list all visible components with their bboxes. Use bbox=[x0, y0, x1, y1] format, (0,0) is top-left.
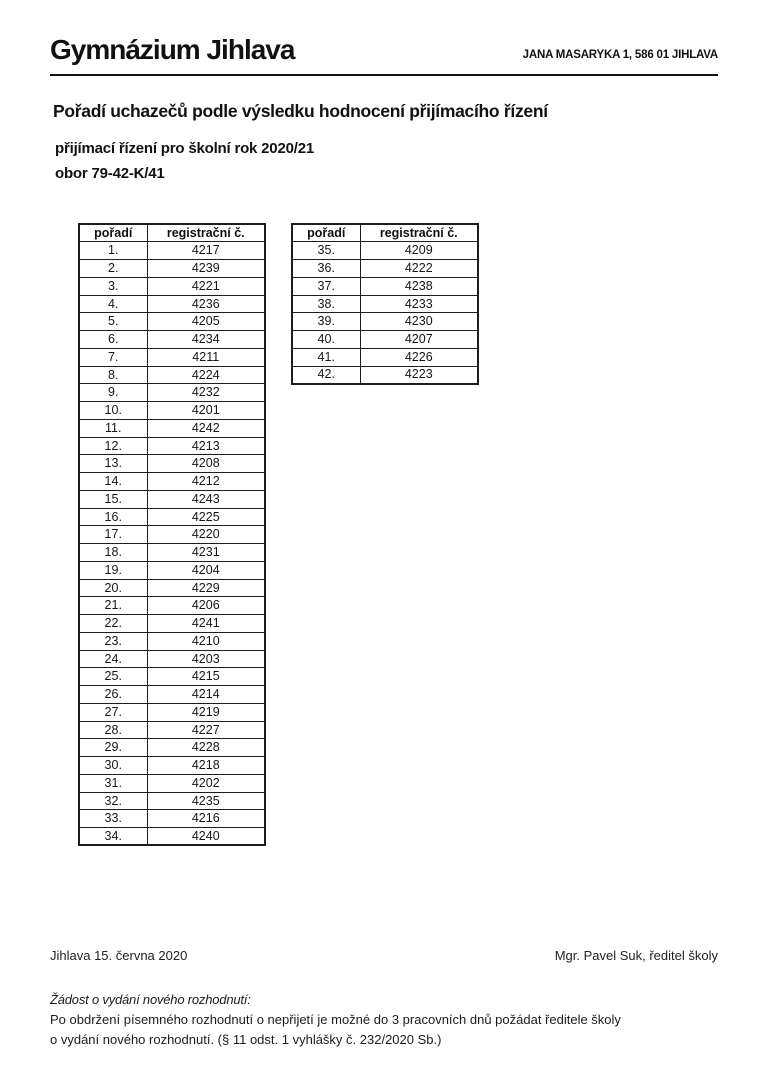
table-cell: 4224 bbox=[147, 366, 265, 384]
table-row bbox=[79, 828, 265, 846]
table-cell: 4243 bbox=[147, 490, 265, 508]
table-cell: 4229 bbox=[147, 579, 265, 597]
table-row bbox=[79, 544, 265, 562]
legal-note bbox=[50, 990, 718, 1050]
table-cell: 29. bbox=[79, 739, 147, 757]
table-cell: 4235 bbox=[147, 792, 265, 810]
table-cell: 36. bbox=[292, 260, 360, 278]
table-row bbox=[79, 348, 265, 366]
table-cell: 24. bbox=[79, 650, 147, 668]
table-cell: 4232 bbox=[147, 384, 265, 402]
subtitle-school-year: přijímací řízení pro školní rok 2020/21 bbox=[55, 140, 314, 157]
table-row bbox=[79, 242, 265, 260]
table-row bbox=[79, 615, 265, 633]
table-cell: 4201 bbox=[147, 402, 265, 420]
table-cell: 31. bbox=[79, 774, 147, 792]
table-row bbox=[292, 366, 478, 384]
table-cell: 4211 bbox=[147, 348, 265, 366]
table-row bbox=[79, 668, 265, 686]
column-header-registration: registrační č. bbox=[147, 224, 265, 242]
column-header-registration: registrační č. bbox=[360, 224, 478, 242]
table-cell: 22. bbox=[79, 615, 147, 633]
table-header bbox=[79, 224, 265, 242]
table-cell: 4241 bbox=[147, 615, 265, 633]
table-cell: 4. bbox=[79, 295, 147, 313]
table-cell: 4216 bbox=[147, 810, 265, 828]
table-cell: 4207 bbox=[360, 331, 478, 349]
table-cell: 7. bbox=[79, 348, 147, 366]
table-cell: 4230 bbox=[360, 313, 478, 331]
results-table-right bbox=[291, 223, 479, 385]
table-cell: 4233 bbox=[360, 295, 478, 313]
school-address: JANA MASARYKA 1, 586 01 JIHLAVA bbox=[522, 49, 718, 61]
table-row bbox=[79, 561, 265, 579]
table-row bbox=[79, 277, 265, 295]
table-row bbox=[79, 686, 265, 704]
table-cell: 38. bbox=[292, 295, 360, 313]
table-row bbox=[79, 295, 265, 313]
subtitle-field-code: obor 79-42-K/41 bbox=[55, 165, 165, 182]
table-cell: 34. bbox=[79, 828, 147, 846]
table-cell: 4206 bbox=[147, 597, 265, 615]
table-row bbox=[79, 792, 265, 810]
table-cell: 4234 bbox=[147, 331, 265, 349]
table-row bbox=[79, 419, 265, 437]
table-row bbox=[79, 632, 265, 650]
table-cell: 4240 bbox=[147, 828, 265, 846]
table-cell: 4219 bbox=[147, 703, 265, 721]
table-row bbox=[79, 455, 265, 473]
table-cell: 20. bbox=[79, 579, 147, 597]
table-cell: 4242 bbox=[147, 419, 265, 437]
table-cell: 10. bbox=[79, 402, 147, 420]
table-cell: 4210 bbox=[147, 632, 265, 650]
results-tables bbox=[78, 223, 718, 846]
table-row bbox=[79, 313, 265, 331]
table-row bbox=[79, 597, 265, 615]
table-row bbox=[79, 810, 265, 828]
document-title: Pořadí uchazečů podle výsledku hodnocení přijímacího řízení bbox=[53, 101, 548, 121]
table-body bbox=[292, 242, 478, 384]
table-body bbox=[79, 242, 265, 846]
table-row bbox=[79, 526, 265, 544]
table-cell: 32. bbox=[79, 792, 147, 810]
table-row bbox=[79, 473, 265, 491]
table-cell: 4221 bbox=[147, 277, 265, 295]
table-cell: 4202 bbox=[147, 774, 265, 792]
page-header bbox=[50, 36, 718, 76]
table-row bbox=[79, 331, 265, 349]
table-cell: 28. bbox=[79, 721, 147, 739]
table-cell: 21. bbox=[79, 597, 147, 615]
table-cell: 11. bbox=[79, 419, 147, 437]
table-cell: 40. bbox=[292, 331, 360, 349]
table-cell: 4218 bbox=[147, 757, 265, 775]
table-cell: 25. bbox=[79, 668, 147, 686]
table-cell: 23. bbox=[79, 632, 147, 650]
table-cell: 35. bbox=[292, 242, 360, 260]
table-cell: 8. bbox=[79, 366, 147, 384]
table-cell: 4213 bbox=[147, 437, 265, 455]
table-cell: 6. bbox=[79, 331, 147, 349]
table-cell: 15. bbox=[79, 490, 147, 508]
table-row bbox=[79, 703, 265, 721]
table-cell: 4217 bbox=[147, 242, 265, 260]
table-cell: 13. bbox=[79, 455, 147, 473]
table-cell: 16. bbox=[79, 508, 147, 526]
table-cell: 5. bbox=[79, 313, 147, 331]
table-row bbox=[292, 260, 478, 278]
table-cell: 4208 bbox=[147, 455, 265, 473]
table-row bbox=[79, 508, 265, 526]
table-row bbox=[79, 579, 265, 597]
table-cell: 12. bbox=[79, 437, 147, 455]
table-cell: 18. bbox=[79, 544, 147, 562]
table-cell: 4238 bbox=[360, 277, 478, 295]
table-header bbox=[292, 224, 478, 242]
column-header-rank: pořadí bbox=[79, 224, 147, 242]
table-cell: 37. bbox=[292, 277, 360, 295]
table-header-row bbox=[292, 224, 478, 242]
table-row bbox=[79, 366, 265, 384]
table-row bbox=[79, 402, 265, 420]
table-row bbox=[79, 490, 265, 508]
results-table-left bbox=[78, 223, 266, 846]
table-cell: 4236 bbox=[147, 295, 265, 313]
signature-row bbox=[50, 948, 718, 963]
table-cell: 33. bbox=[79, 810, 147, 828]
table-cell: 26. bbox=[79, 686, 147, 704]
table-cell: 19. bbox=[79, 561, 147, 579]
table-cell: 17. bbox=[79, 526, 147, 544]
document-subtitle bbox=[55, 136, 718, 186]
table-row bbox=[79, 721, 265, 739]
table-cell: 4205 bbox=[147, 313, 265, 331]
table-cell: 4223 bbox=[360, 366, 478, 384]
table-row bbox=[79, 260, 265, 278]
table-cell: 4212 bbox=[147, 473, 265, 491]
director-signature: Mgr. Pavel Suk, ředitel školy bbox=[554, 948, 718, 963]
table-cell: 30. bbox=[79, 757, 147, 775]
table-cell: 39. bbox=[292, 313, 360, 331]
table-cell: 4220 bbox=[147, 526, 265, 544]
school-name: Gymnázium Jihlava bbox=[50, 34, 295, 65]
table-cell: 2. bbox=[79, 260, 147, 278]
table-row bbox=[79, 437, 265, 455]
table-row bbox=[292, 331, 478, 349]
table-row bbox=[292, 295, 478, 313]
table-cell: 9. bbox=[79, 384, 147, 402]
table-cell: 4204 bbox=[147, 561, 265, 579]
table-header-row bbox=[79, 224, 265, 242]
table-cell: 4203 bbox=[147, 650, 265, 668]
table-row bbox=[292, 348, 478, 366]
table-row bbox=[79, 384, 265, 402]
table-cell: 4227 bbox=[147, 721, 265, 739]
table-row bbox=[79, 757, 265, 775]
table-cell: 4228 bbox=[147, 739, 265, 757]
legal-note-line2: o vydání nového rozhodnutí. (§ 11 odst. 1 vyhlášky č. 232/2020 Sb.) bbox=[50, 1032, 442, 1047]
column-header-rank: pořadí bbox=[292, 224, 360, 242]
legal-note-heading: Žádost o vydání nového rozhodnutí: bbox=[50, 992, 251, 1007]
table-row bbox=[292, 277, 478, 295]
table-cell: 4215 bbox=[147, 668, 265, 686]
table-cell: 1. bbox=[79, 242, 147, 260]
table-cell: 4239 bbox=[147, 260, 265, 278]
table-cell: 4214 bbox=[147, 686, 265, 704]
table-cell: 14. bbox=[79, 473, 147, 491]
table-cell: 27. bbox=[79, 703, 147, 721]
legal-note-line1: Po obdržení písemného rozhodnutí o nepřijetí je možné do 3 pracovních dnů požádat ředitele školy bbox=[50, 1012, 621, 1027]
table-cell: 4225 bbox=[147, 508, 265, 526]
table-row bbox=[79, 739, 265, 757]
table-row bbox=[292, 313, 478, 331]
table-cell: 4222 bbox=[360, 260, 478, 278]
table-cell: 3. bbox=[79, 277, 147, 295]
place-and-date: Jihlava 15. června 2020 bbox=[50, 948, 188, 963]
table-cell: 4226 bbox=[360, 348, 478, 366]
table-cell: 42. bbox=[292, 366, 360, 384]
table-cell: 41. bbox=[292, 348, 360, 366]
table-row bbox=[79, 650, 265, 668]
table-row bbox=[79, 774, 265, 792]
table-cell: 4209 bbox=[360, 242, 478, 260]
table-row bbox=[292, 242, 478, 260]
table-cell: 4231 bbox=[147, 544, 265, 562]
